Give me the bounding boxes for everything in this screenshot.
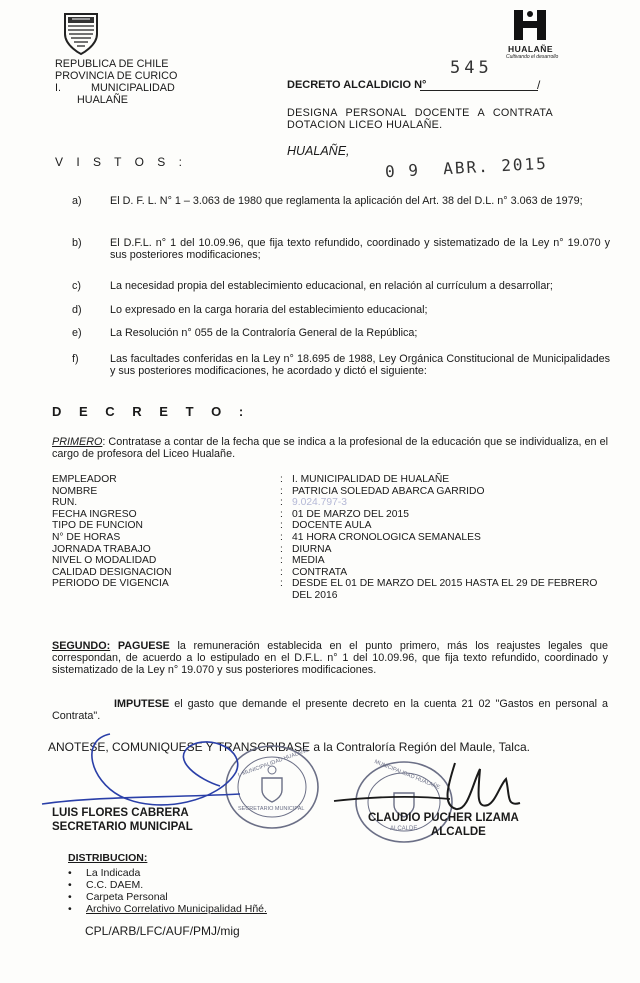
field-row: FECHA INGRESO : 01 DE MARZO DEL 2015 (52, 509, 612, 521)
field-value: DIURNA (292, 543, 332, 555)
designa-block (287, 107, 553, 131)
logo-text: HUALAÑE (508, 44, 554, 54)
alcalde-name: CLAUDIO PUCHER LIZAMA (368, 812, 519, 824)
coat-of-arms-icon (62, 10, 100, 56)
distribution-title: DISTRIBUCION: (68, 852, 148, 864)
field-row: JORNADA TRABAJO : DIURNA (52, 544, 612, 556)
initials: CPL/ARB/LFC/AUF/PMJ/mig (85, 924, 240, 938)
field-key: NIVEL O MODALIDAD (52, 555, 157, 567)
field-value: 41 HORA CRONOLOGICA SEMANALES (292, 531, 481, 543)
item-letter: a) (72, 195, 82, 207)
item-letter: b) (72, 237, 82, 249)
imputese-paragraph (52, 698, 608, 722)
item-letter: e) (72, 327, 82, 339)
anotese-line: ANOTESE, COMUNIQUESE Y TRANSCRIBASE a la Contraloría Región del Maule, Talca. (48, 740, 530, 754)
field-row: N° DE HORAS : 41 HORA CRONOLOGICA SEMANALES (52, 532, 612, 544)
field-value: DOCENTE AULA (292, 520, 372, 532)
field-row: NOMBRE : PATRICIA SOLEDAD ABARCA GARRIDO (52, 486, 612, 498)
distribution-list (68, 867, 267, 915)
item-text: Lo expresado en la carga horaria del establecimiento educacional; (110, 304, 428, 316)
imputese-text: el gasto que demande el presente decreto en la cuenta 21 02 "Gastos en personal a Contrata". (52, 698, 608, 722)
stamp-text: ALCALDE (390, 826, 418, 832)
field-key: NOMBRE (52, 485, 98, 497)
field-value: MEDIA (292, 555, 325, 567)
field-key: EMPLEADOR (52, 474, 117, 485)
field-key: FECHA INGRESO (52, 508, 137, 520)
secretario-name: LUIS FLORES CABRERA (52, 807, 189, 819)
list-item: • Carpeta Personal (68, 891, 267, 903)
list-item: • Archivo Correlativo Municipalidad Hñé. (68, 903, 267, 915)
field-row: CALIDAD DESIGNACION : CONTRATA (52, 567, 612, 579)
primero-label: PRIMERO (52, 436, 103, 448)
issuer-line: PROVINCIA DE CURICO (55, 70, 178, 82)
issuer-block (55, 58, 177, 106)
field-value: 01 DE MARZO DEL 2015 (292, 508, 409, 520)
list-item: • C.C. DAEM. (68, 879, 267, 891)
primero-text: : Contratase a contar de la fecha que se indica a la profesional de la educación que se individualiza, en el cargo de profesora del Liceo Hualañe. (52, 436, 608, 460)
field-key: CALIDAD DESIGNACION (52, 566, 172, 578)
imputese-bold: IMPUTESE (114, 698, 170, 710)
alcalde-title: ALCALDE (430, 826, 486, 838)
decreto-title: D E C R E T O : (52, 404, 251, 419)
item-text: La necesidad propia del establecimiento educacional, en relación al currículum a desarrollar; (110, 280, 553, 292)
field-row: RUN. : 9.024.797-3 (52, 497, 612, 509)
secretario-title: SECRETARIO MUNICIPAL (52, 821, 193, 833)
vistos-item (72, 195, 612, 221)
vistos-item (72, 237, 612, 263)
vistos-item (72, 304, 612, 318)
field-key: JORNADA TRABAJO (52, 543, 151, 555)
segundo-bold: PAGUESE (117, 640, 170, 652)
item-text: Las facultades conferidas en la Ley n° 18.695 de 1988, Ley Orgánica Constitucional de Municipalidades y sus posteriores modificaciones, he acordado y dictó el siguiente: (110, 353, 610, 377)
date-stamp: 0 9 ABR. 2015 (384, 153, 549, 182)
primero-paragraph (52, 436, 608, 460)
place: HUALAÑE, (287, 144, 350, 158)
item-text: El D. F. L. N° 1 – 3.063 de 1980 que reglamenta la aplicación del Art. 38 del D.L. n° 3.063 de 1979; (110, 195, 583, 207)
item-letter: d) (72, 304, 82, 316)
issuer-line: I. MUNICIPALIDAD (55, 82, 175, 94)
field-row: NIVEL O MODALIDAD : MEDIA (52, 555, 612, 567)
logo-tagline: Cultivando el desarrollo (506, 54, 559, 60)
designa-line: DOTACION LICEO HUALAÑE. (287, 119, 443, 131)
field-row: TIPO DE FUNCION : DOCENTE AULA (52, 520, 612, 532)
issuer-line: REPUBLICA DE CHILE (55, 58, 169, 70)
segundo-paragraph (52, 640, 608, 676)
decreto-number: 545 (450, 58, 493, 78)
item-text: El D.F.L. n° 1 del 10.09.96, que fija texto refundido, coordinado y sistematizado de la Ley n° 19.070 y sus posteriores modificaciones; (110, 237, 610, 261)
signature-left (52, 806, 193, 834)
decreto-underline (420, 90, 538, 91)
signature-right (368, 811, 519, 839)
field-key: N° DE HORAS (52, 531, 121, 543)
vistos-item (72, 280, 612, 294)
field-value: CONTRATA (292, 566, 348, 578)
vistos-title: V I S T O S : (55, 155, 187, 169)
item-letter: f) (72, 353, 79, 365)
vistos-item (72, 327, 612, 341)
segundo-label: SEGUNDO: (52, 640, 111, 652)
field-key: RUN. (52, 497, 78, 509)
distribution-block (68, 852, 267, 915)
vistos-item (72, 353, 612, 379)
field-row: PERIODO DE VIGENCIA : DESDE EL 01 DE MARZO DEL 2015 HASTA EL 29 DE FEBRERO DEL 2016 (52, 578, 612, 602)
field-key: PERIODO DE VIGENCIA (52, 578, 169, 590)
field-row: EMPLEADOR : I. MUNICIPALIDAD DE HUALAÑE (52, 474, 612, 486)
issuer-line: HUALAÑE (77, 94, 129, 106)
item-letter: c) (72, 280, 81, 292)
field-value: DESDE EL 01 DE MARZO DEL 2015 HASTA EL 29 DE FEBRERO DEL 2016 (292, 578, 598, 601)
field-key: TIPO DE FUNCION (52, 520, 143, 532)
field-value: PATRICIA SOLEDAD ABARCA GARRIDO (292, 485, 485, 497)
hualane-logo-icon (510, 8, 550, 42)
field-value: I. MUNICIPALIDAD DE HUALAÑE (292, 474, 450, 485)
designa-line: DESIGNA PERSONAL DOCENTE A CONTRATA (287, 107, 553, 119)
field-value-redacted: 9.024.797-3 (292, 497, 347, 509)
stamp-text: MUNICIPALIDAD HUALAÑE (373, 759, 441, 791)
stamp-text: I. MUNICIPALIDAD HUALAÑE (237, 747, 310, 779)
list-item: • La Indicada (68, 867, 267, 879)
decreto-label: DECRETO ALCALDICIO N° (287, 79, 427, 91)
segundo-text: la remuneración establecida en el punto primero, más los reajustes legales que correspondan, de acuerdo a lo estipulado en el D.F.L. n° 1 del 10.09.96, que fija texto refundido, coordinado y sistematizado de la Ley n° 19.070 y sus posteriores modificaciones. (52, 640, 608, 676)
decreto-slash: / (537, 78, 541, 92)
stamp-text: SECRETARIO MUNICIPAL (238, 806, 305, 812)
item-text: La Resolución n° 055 de la Contraloría General de la República; (110, 327, 418, 339)
employee-fields (52, 474, 612, 602)
